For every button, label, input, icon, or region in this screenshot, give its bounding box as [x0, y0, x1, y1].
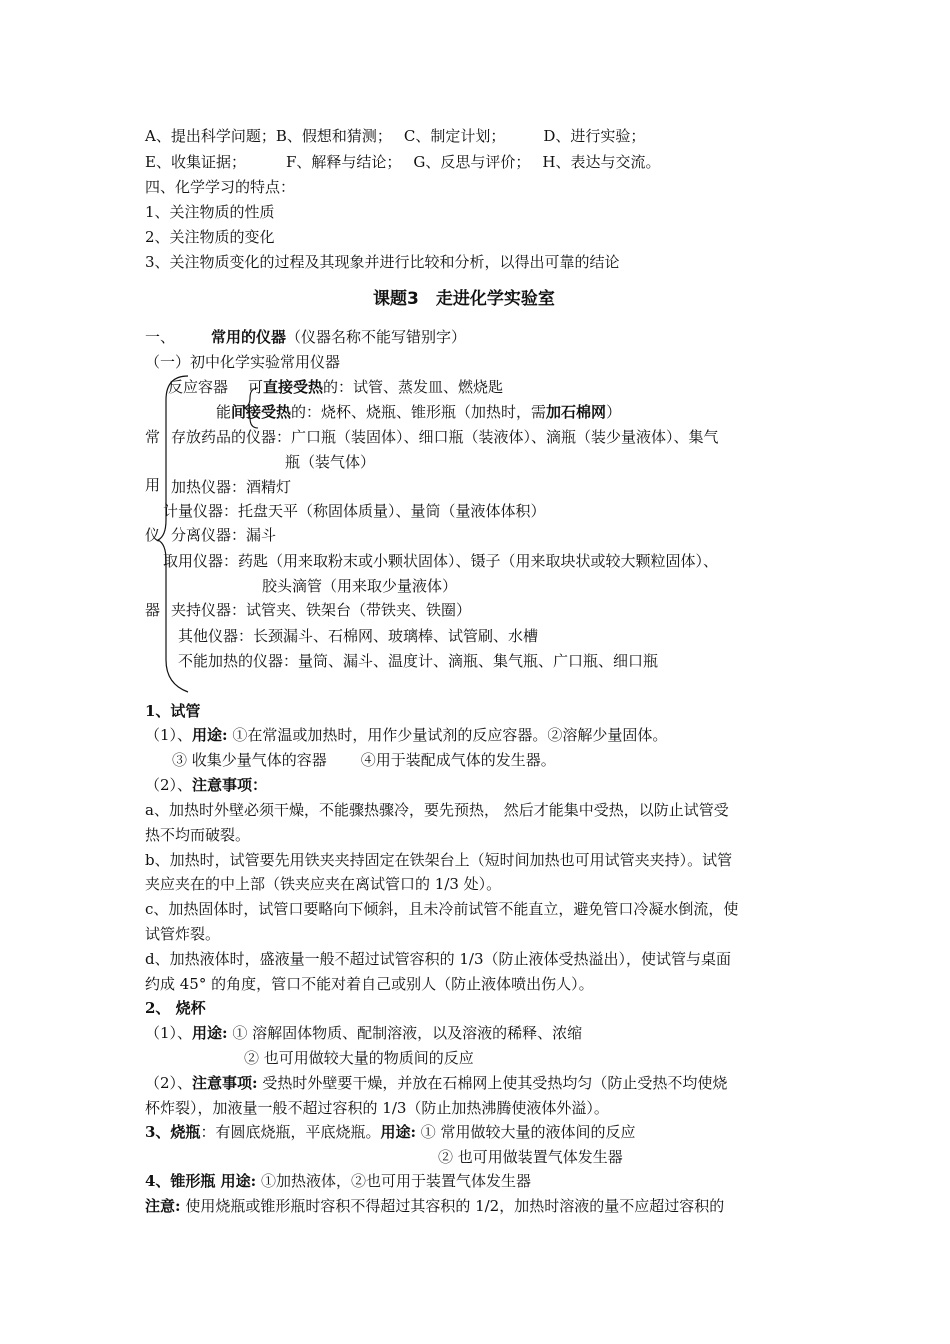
heating-line: 加热仪器：酒精灯	[171, 478, 292, 496]
test-tube-use-2	[172, 749, 556, 771]
note-d-1: d、加热液体时，盛液量一般不超过试管容积的 1/3（防止液体受热溢出），使试管与桌面	[145, 950, 732, 968]
storage-line-1: 存放药品的仪器：广口瓶（装固体）、细口瓶（装液体）、滴瓶（装少量液体）、集气	[171, 428, 719, 446]
indirect-heat-list: 的：烧杯、烧瓶、锥形瓶（加热时，需	[291, 403, 547, 421]
caution-text: 使用烧瓶或锥形瓶时容积不得超过其容积的 1/2，加热时溶液的量不应超过容积的	[180, 1197, 725, 1215]
topic-title: 课题3 走进化学实验室	[373, 289, 555, 309]
section-1-note: （仪器名称不能写错别字）	[286, 328, 467, 346]
point-1: 1、关注物质的性质	[145, 203, 275, 221]
use-label: 用途:	[380, 1123, 416, 1141]
beaker-notes-2: 杯炸裂），加液量一般不超过容积的 1/3（防止加热沸腾使液体外溢）。	[145, 1099, 609, 1117]
noheat-line: 不能加热的仪器：量筒、漏斗、温度计、滴瓶、集气瓶、广口瓶、细口瓶	[178, 652, 659, 670]
section-1-number: 一、	[145, 328, 176, 346]
take-line-2: 胶头滴管（用来取少量液体）	[262, 577, 458, 595]
vertical-label-2: 用	[145, 476, 161, 494]
note-b-1: b、加热时，试管要先用铁夹夹持固定在铁架台上（短时间加热也可用试管夹夹持）。试管	[145, 851, 733, 869]
beaker-use-2: ② 也可用做较大量的物质间的反应	[244, 1049, 474, 1067]
flask-text: ：有圆底烧瓶，平底烧瓶。	[200, 1123, 381, 1141]
note-b-2: 夹应夹在的中上部（铁夹应夹在离试管口的 1/3 处）。	[145, 875, 502, 893]
clamp-line: 夹持仪器：试管夹、铁架台（带铁夹、铁圈）	[171, 601, 472, 619]
section-1-heading	[145, 326, 466, 348]
direct-heat-term: 直接受热	[263, 378, 324, 396]
note-a-2: 热不均而破裂。	[145, 826, 251, 844]
direct-prefix: 可	[248, 378, 264, 396]
subsection-1-heading: （一）初中化学实验常用仪器	[145, 353, 341, 371]
conical-flask-text: ①加热液体，②也可用于装置气体发生器	[256, 1172, 531, 1190]
note-prefix: （2）、	[145, 1074, 193, 1092]
point-2: 2、关注物质的变化	[145, 228, 275, 246]
indirect-heat-term: 间接受热	[231, 403, 292, 421]
conical-flask-line	[145, 1170, 531, 1192]
step-h: H、表达与交流。	[542, 153, 661, 171]
step-f: F、解释与结论；	[285, 153, 402, 171]
asbestos-net-term: 加石棉网	[546, 403, 607, 421]
reaction-container-label: 反应容器	[168, 378, 229, 396]
use-label: 用途:	[192, 1024, 228, 1042]
use-text: ① 常用做较大量的液体间的反应	[416, 1123, 636, 1141]
vertical-label-4: 器	[145, 601, 161, 619]
use-text: ①在常温或加热时，用作少量试剂的反应容器。②溶解少量固体。	[227, 726, 668, 744]
beaker-heading: 2、 烧杯	[145, 999, 206, 1017]
note-prefix: （2）、	[145, 776, 193, 794]
indirect-prefix: 能	[216, 403, 232, 421]
beaker-use-1	[145, 1022, 582, 1044]
section-4-heading: 四、化学学习的特点：	[145, 178, 296, 196]
note-label: 注意事项：	[192, 776, 268, 794]
intro-line-2	[145, 151, 660, 173]
separate-line: 分离仪器：漏斗	[171, 526, 277, 544]
indirect-heat-line	[216, 401, 621, 423]
use-text: ① 溶解固体物质、配制溶液，以及溶液的稀释、浓缩	[227, 1024, 583, 1042]
point-3: 3、关注物质变化的过程及其现象并进行比较和分析，以得出可靠的结论	[145, 253, 620, 271]
use-label: 用途:	[192, 726, 228, 744]
note-text: 受热时外壁要干燥，并放在石棉网上使其受热均匀（防止受热不均使烧	[257, 1074, 728, 1092]
step-g: G、反思与评价；	[413, 153, 531, 171]
note-c-2: 试管炸裂。	[145, 925, 221, 943]
flask-line-1	[145, 1121, 636, 1143]
step-c: C、制定计划；	[403, 127, 506, 145]
test-tube-heading: 1、试管	[145, 702, 201, 720]
test-tube-use-1	[145, 724, 667, 746]
conical-flask-heading: 4、锥形瓶 用途:	[145, 1172, 257, 1190]
use-item-4: ④用于装配成气体的发生器。	[360, 751, 556, 769]
note-d-2: 约成 45° 的角度，管口不能对着自己或别人（防止液体喷出伤人）。	[145, 975, 594, 993]
flask-line-2: ② 也可用做装置气体发生器	[438, 1148, 623, 1166]
vertical-label-1: 常	[145, 428, 161, 446]
use-prefix: （1）、	[145, 1024, 193, 1042]
use-prefix: （1）、	[145, 726, 193, 744]
flask-heading: 3、烧瓶	[145, 1123, 201, 1141]
beaker-notes-1	[145, 1072, 727, 1094]
test-tube-notes-heading	[145, 774, 267, 796]
step-e: E、收集证据；	[145, 153, 246, 171]
vertical-label-3: 仪	[145, 526, 161, 544]
direct-heat-list: 的：试管、蒸发皿、燃烧匙	[323, 378, 504, 396]
note-label: 注意事项:	[192, 1074, 258, 1092]
step-a-b: A、提出科学问题；B、假想和猜测；	[145, 127, 392, 145]
use-item-3: ③ 收集少量气体的容器	[172, 751, 327, 769]
intro-line-1	[145, 125, 645, 147]
indirect-end: ）	[606, 403, 622, 421]
reaction-container-line	[168, 376, 503, 398]
take-line-1: 取用仪器：药匙（用来取粉末或小颗状固体）、镊子（用来取块状或较大颗粒固体）、	[163, 552, 719, 570]
other-line: 其他仪器：长颈漏斗、石棉网、玻璃棒、试管刷、水槽	[178, 627, 539, 645]
step-d: D、进行实验；	[543, 127, 646, 145]
caution-label: 注意:	[145, 1197, 181, 1215]
section-1-title: 常用的仪器	[211, 328, 287, 346]
note-a-1: a、加热时外壁必须干燥，不能骤热骤冷，要先预热， 然后才能集中受热，以防止试管受	[145, 801, 729, 819]
caution-line	[145, 1195, 724, 1217]
measure-line: 计量仪器：托盘天平（称固体质量）、量筒（量液体体积）	[163, 502, 546, 520]
note-c-1: c、加热固体时，试管口要略向下倾斜，且未冷前试管不能直立，避免管口冷凝水倒流，使	[145, 900, 739, 918]
storage-line-2: 瓶（装气体）	[285, 453, 376, 471]
